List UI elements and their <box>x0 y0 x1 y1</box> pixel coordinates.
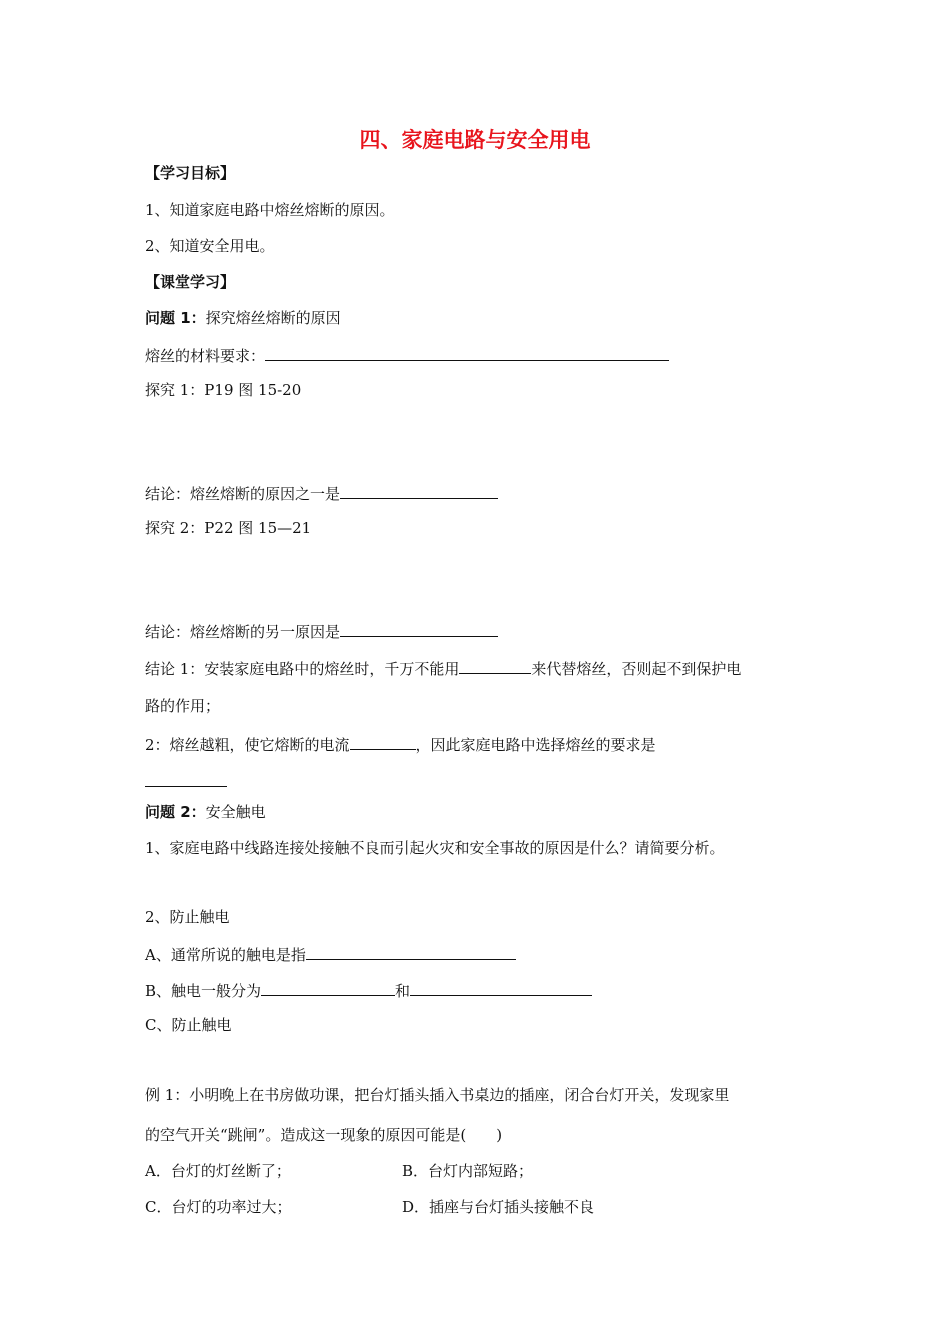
example-1-line-1: 例 1：小明晚上在书房做功课，把台灯插头插入书桌边的插座，闭合台灯开关，发现家里 <box>145 1086 730 1104</box>
q2-item-b-and: 和 <box>395 982 411 1000</box>
q2-item-b-blank-1[interactable] <box>261 979 395 996</box>
conclusion-a-post: 来代替熔丝，否则起不到保护电 <box>531 660 742 678</box>
conclusion-a-pre: 结论 1：安装家庭电路中的熔丝时，千万不能用 <box>145 660 460 678</box>
conclusion-1-blank[interactable] <box>340 482 498 499</box>
class-header: 【课堂学习】 <box>145 273 236 291</box>
q2-item-c: C、防止触电 <box>145 1016 232 1034</box>
explore-1: 探究 1：P19 图 15-20 <box>145 381 302 399</box>
material-label: 熔丝的材料要求： <box>145 347 266 365</box>
conclusion-1 <box>145 482 498 504</box>
option-a[interactable]: A．台灯的灯丝断了； <box>145 1162 291 1180</box>
option-c[interactable]: C．台灯的功率过大； <box>145 1198 292 1216</box>
material-requirement <box>145 344 669 366</box>
conclusion-b-cont <box>145 770 227 792</box>
conclusion-b <box>145 733 656 755</box>
conclusion-a <box>145 657 741 679</box>
option-d[interactable]: D．插座与台灯插头接触不良 <box>402 1198 595 1216</box>
q2-item-a <box>145 943 516 965</box>
page-title: 四、家庭电路与安全用电 <box>359 128 591 152</box>
goal-2: 2、知道安全用电。 <box>145 237 275 255</box>
conclusion-2 <box>145 620 498 642</box>
question-2 <box>145 802 266 822</box>
option-b[interactable]: B．台灯内部短路； <box>402 1162 534 1180</box>
q2-item-b-blank-2[interactable] <box>410 979 592 996</box>
question-2-text: 安全触电 <box>205 803 266 821</box>
q2-item-a-label: A、通常所说的触电是指 <box>145 946 306 964</box>
conclusion-b-pre: 2：熔丝越粗，使它熔断的电流 <box>145 736 350 754</box>
conclusion-b-blank[interactable] <box>350 733 416 750</box>
goals-header: 【学习目标】 <box>145 164 236 182</box>
material-blank[interactable] <box>265 344 669 361</box>
q2-item-1: 1、家庭电路中线路连接处接触不良而引起火灾和安全事故的原因是什么？请简要分析。 <box>145 839 725 857</box>
conclusion-a-cont: 路的作用； <box>145 697 221 715</box>
conclusion-2-label: 结论：熔丝熔断的另一原因是 <box>145 623 341 641</box>
question-1 <box>145 308 341 328</box>
question-1-label: 问题 1： <box>145 309 206 327</box>
q2-item-b <box>145 979 592 1001</box>
conclusion-1-label: 结论：熔丝熔断的原因之一是 <box>145 485 341 503</box>
q2-item-2: 2、防止触电 <box>145 908 230 926</box>
question-1-text: 探究熔丝熔断的原因 <box>205 309 341 327</box>
example-1-line-2: 的空气开关“跳闸”。造成这一现象的原因可能是( ) <box>145 1126 503 1144</box>
conclusion-b-answer-blank[interactable] <box>145 770 227 787</box>
explore-2: 探究 2：P22 图 15—21 <box>145 519 312 537</box>
question-2-label: 问题 2： <box>145 803 206 821</box>
q2-item-a-blank[interactable] <box>306 943 516 960</box>
conclusion-b-post: ，因此家庭电路中选择熔丝的要求是 <box>415 736 656 754</box>
q2-item-b-label: B、触电一般分为 <box>145 982 262 1000</box>
goal-1: 1、知道家庭电路中熔丝熔断的原因。 <box>145 201 395 219</box>
conclusion-2-blank[interactable] <box>340 620 498 637</box>
conclusion-a-blank[interactable] <box>459 657 531 674</box>
